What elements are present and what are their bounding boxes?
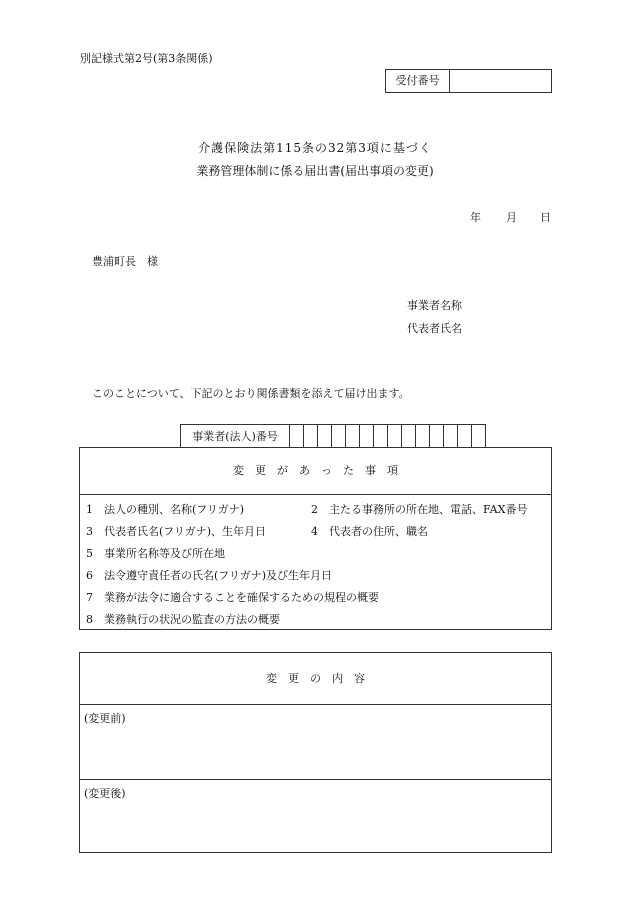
changed-item-5: 5 事業所名称等及び所在地: [86, 547, 225, 560]
business-number-digit[interactable]: [290, 425, 304, 448]
business-number-label: 事業者(法人)番号: [181, 425, 290, 448]
before-change-area[interactable]: [80, 705, 551, 780]
addressee: 豊浦町長 様: [92, 255, 158, 268]
after-change-area[interactable]: [80, 780, 551, 852]
business-number-digit[interactable]: [318, 425, 332, 448]
receipt-number-label: 受付番号: [386, 70, 450, 92]
business-number-row: [180, 424, 486, 448]
after-change-label: (変更後): [84, 787, 126, 800]
date-year: 年: [470, 211, 481, 224]
business-number-digit[interactable]: [416, 425, 430, 448]
representative-name-label: 代表者氏名: [407, 322, 462, 335]
business-number-digit[interactable]: [430, 425, 444, 448]
intro-text: このことについて、下記のとおり関係書類を添えて届け出ます。: [92, 387, 410, 400]
business-number-digit[interactable]: [360, 425, 374, 448]
business-number-digit[interactable]: [472, 425, 486, 448]
changed-item-4: 4 代表者の住所、職名: [311, 525, 428, 538]
business-number-digit[interactable]: [444, 425, 458, 448]
form-label: 別記様式第2号(第3条関係): [80, 52, 213, 65]
changed-item-3: 3 代表者氏名(フリガナ)、生年月日: [86, 525, 267, 538]
receipt-number-box: [385, 69, 552, 93]
title-line-1: 介護保険法第115条の32第3項に基づく: [198, 141, 432, 155]
date-month: 月: [506, 211, 517, 224]
business-number-digit[interactable]: [402, 425, 416, 448]
business-number-digit[interactable]: [388, 425, 402, 448]
business-number-digit[interactable]: [332, 425, 346, 448]
change-content-table: [79, 652, 552, 853]
changed-item-6: 6 法令遵守責任者の氏名(フリガナ)及び生年月日: [86, 569, 333, 582]
business-number-digit[interactable]: [304, 425, 318, 448]
title-line-2: 業務管理体制に係る届出書(届出事項の変更): [196, 164, 434, 178]
business-number-digit[interactable]: [374, 425, 388, 448]
business-name-label: 事業者名称: [407, 299, 462, 312]
changed-item-8: 8 業務執行の状況の監査の方法の概要: [86, 613, 280, 626]
changed-items-table: [79, 447, 552, 630]
changed-items-header: 変 更 が あ っ た 事 項: [80, 448, 551, 495]
receipt-number-field[interactable]: [450, 70, 551, 92]
changed-item-7: 7 業務が法令に適合することを確保するための規程の概要: [86, 591, 379, 604]
business-number-digit[interactable]: [346, 425, 360, 448]
changed-item-1: 1 法人の種別、名称(フリガナ): [86, 503, 245, 516]
changed-item-2: 2 主たる事務所の所在地、電話、FAX番号: [311, 503, 528, 516]
business-number-digit[interactable]: [458, 425, 472, 448]
date-day: 日: [540, 211, 551, 224]
before-change-label: (変更前): [84, 712, 126, 725]
change-content-header: 変 更 の 内 容: [80, 653, 551, 705]
